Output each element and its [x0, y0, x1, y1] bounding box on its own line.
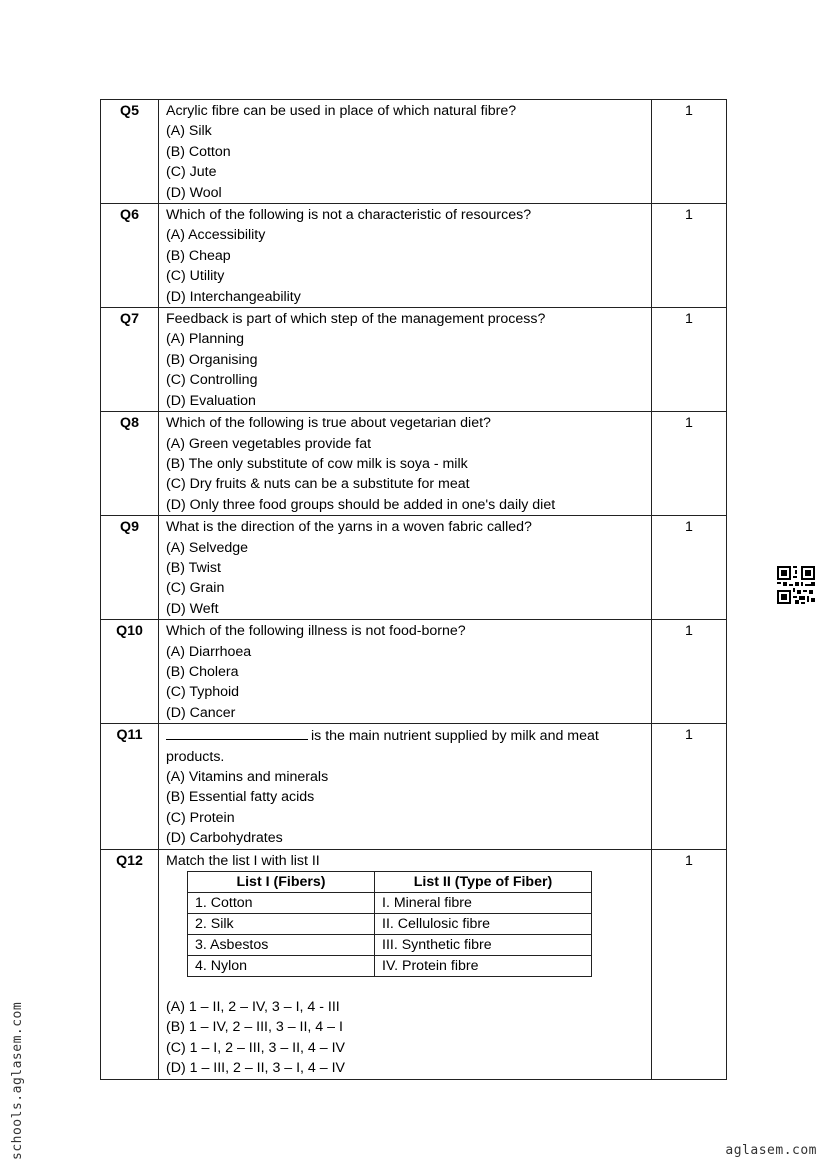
option-b: (B) Organising: [166, 351, 258, 368]
option-c: (C) Controlling: [166, 372, 258, 389]
match-row: [188, 914, 592, 935]
watermark-schools-aglasem: schools.aglasem.com: [10, 1001, 25, 1160]
option-c: (C) Protein: [166, 809, 235, 826]
question-text: Acrylic fibre can be used in place of which natural fibre?: [166, 103, 517, 119]
question-rows: [101, 100, 727, 1080]
question-text: Which of the following is not a characteristic of resources?: [166, 207, 532, 224]
option-a: (A) Diarrhoea: [166, 643, 252, 660]
option-a: (A) Silk: [166, 123, 212, 140]
match-header-list-2: List II (Type of Fiber): [375, 872, 592, 893]
option-d: (D) Evaluation: [166, 392, 256, 409]
option-c: (C) Utility: [166, 268, 225, 285]
question-number: Q5: [101, 100, 159, 204]
option-c: (C) Typhoid: [166, 684, 240, 701]
match-row: [188, 956, 592, 977]
match-header-row: [188, 872, 592, 893]
match-cell-list-1: 1. Cotton: [188, 893, 375, 914]
question-text-line-1: [166, 725, 645, 746]
question-marks: 1: [652, 204, 727, 308]
option-d: (D) 1 – III, 2 – II, 3 – I, 4 – IV: [166, 1060, 345, 1077]
option-c: (C) 1 – I, 2 – III, 3 – II, 4 – IV: [166, 1039, 345, 1056]
question-body: [159, 724, 652, 849]
option-b: (B) The only substitute of cow milk is soya - milk: [166, 455, 468, 472]
question-marks: 1: [652, 724, 727, 849]
question-text: Match the list I with list II: [166, 852, 320, 869]
question-row-q12: [101, 849, 727, 1079]
question-text: Feedback is part of which step of the management process?: [166, 311, 546, 328]
question-row-q11: [101, 724, 727, 849]
watermark-aglasem: aglasem.com: [725, 1143, 817, 1158]
match-cell-list-1: 2. Silk: [188, 914, 375, 935]
match-cell-list-2: II. Cellulosic fibre: [375, 914, 592, 935]
option-b: (B) Essential fatty acids: [166, 789, 315, 806]
option-a: (A) Vitamins and minerals: [166, 769, 329, 785]
qr-code-icon: [777, 566, 815, 604]
question-body: [159, 204, 652, 308]
option-d: (D) Cancer: [166, 704, 236, 721]
question-body: [159, 849, 652, 1079]
question-row-q5: [101, 100, 727, 204]
option-a: (A) Accessibility: [166, 227, 266, 244]
option-a: (A) Selvedge: [166, 539, 249, 556]
option-c: (C) Jute: [166, 164, 217, 181]
option-c: (C) Grain: [166, 580, 225, 597]
question-row-q7: [101, 308, 727, 412]
question-marks: 1: [652, 620, 727, 724]
match-table: [187, 871, 592, 977]
question-body: [159, 100, 652, 204]
question-number: Q12: [101, 849, 159, 1079]
question-text: Which of the following is true about vegetarian diet?: [166, 415, 491, 432]
option-b: (B) Twist: [166, 559, 221, 576]
question-row-q6: [101, 204, 727, 308]
option-d: (D) Interchangeability: [166, 288, 301, 305]
option-a: (A) 1 – II, 2 – IV, 3 – I, 4 - III: [166, 999, 340, 1016]
option-d: (D) Wool: [166, 184, 222, 201]
option-b: (B) Cholera: [166, 663, 239, 680]
question-marks: 1: [652, 308, 727, 412]
option-d: (D) Weft: [166, 600, 219, 617]
question-text: is the main nutrient supplied by milk and meat: [311, 728, 599, 745]
match-cell-list-2: III. Synthetic fibre: [375, 935, 592, 956]
question-body: [159, 620, 652, 724]
match-header-list-1: List I (Fibers): [188, 872, 375, 893]
option-b: (B) Cheap: [166, 247, 231, 264]
question-body: [159, 516, 652, 620]
question-marks: 1: [652, 516, 727, 620]
option-d: (D) Carbohydrates: [166, 830, 283, 847]
match-cell-list-1: 3. Asbestos: [188, 935, 375, 956]
question-row-q10: [101, 620, 727, 724]
answer-blank: [166, 725, 308, 740]
question-marks: 1: [652, 412, 727, 516]
match-cell-list-2: I. Mineral fibre: [375, 893, 592, 914]
option-a: (A) Planning: [166, 331, 245, 348]
match-row: [188, 893, 592, 914]
question-table: [100, 99, 727, 1080]
match-row: [188, 935, 592, 956]
question-number: Q10: [101, 620, 159, 724]
question-text-line-2: products.: [166, 748, 225, 765]
option-d: (D) Only three food groups should be added in one's daily diet: [166, 496, 556, 513]
option-b: (B) Cotton: [166, 143, 231, 160]
question-number: Q7: [101, 308, 159, 412]
option-c: (C) Dry fruits & nuts can be a substitute for meat: [166, 476, 470, 493]
question-number: Q9: [101, 516, 159, 620]
question-number: Q8: [101, 412, 159, 516]
question-marks: 1: [652, 100, 727, 204]
question-body: [159, 412, 652, 516]
match-cell-list-1: 4. Nylon: [188, 956, 375, 977]
question-number: Q11: [101, 724, 159, 849]
question-text: Which of the following illness is not food-borne?: [166, 623, 466, 640]
question-row-q9: [101, 516, 727, 620]
match-cell-list-2: IV. Protein fibre: [375, 956, 592, 977]
question-marks: 1: [652, 849, 727, 1079]
spacer: [166, 977, 645, 997]
option-b: (B) 1 – IV, 2 – III, 3 – II, 4 – I: [166, 1019, 343, 1036]
question-body: [159, 308, 652, 412]
question-text: What is the direction of the yarns in a woven fabric called?: [166, 519, 532, 536]
option-a: (A) Green vegetables provide fat: [166, 435, 372, 452]
question-row-q8: [101, 412, 727, 516]
question-number: Q6: [101, 204, 159, 308]
